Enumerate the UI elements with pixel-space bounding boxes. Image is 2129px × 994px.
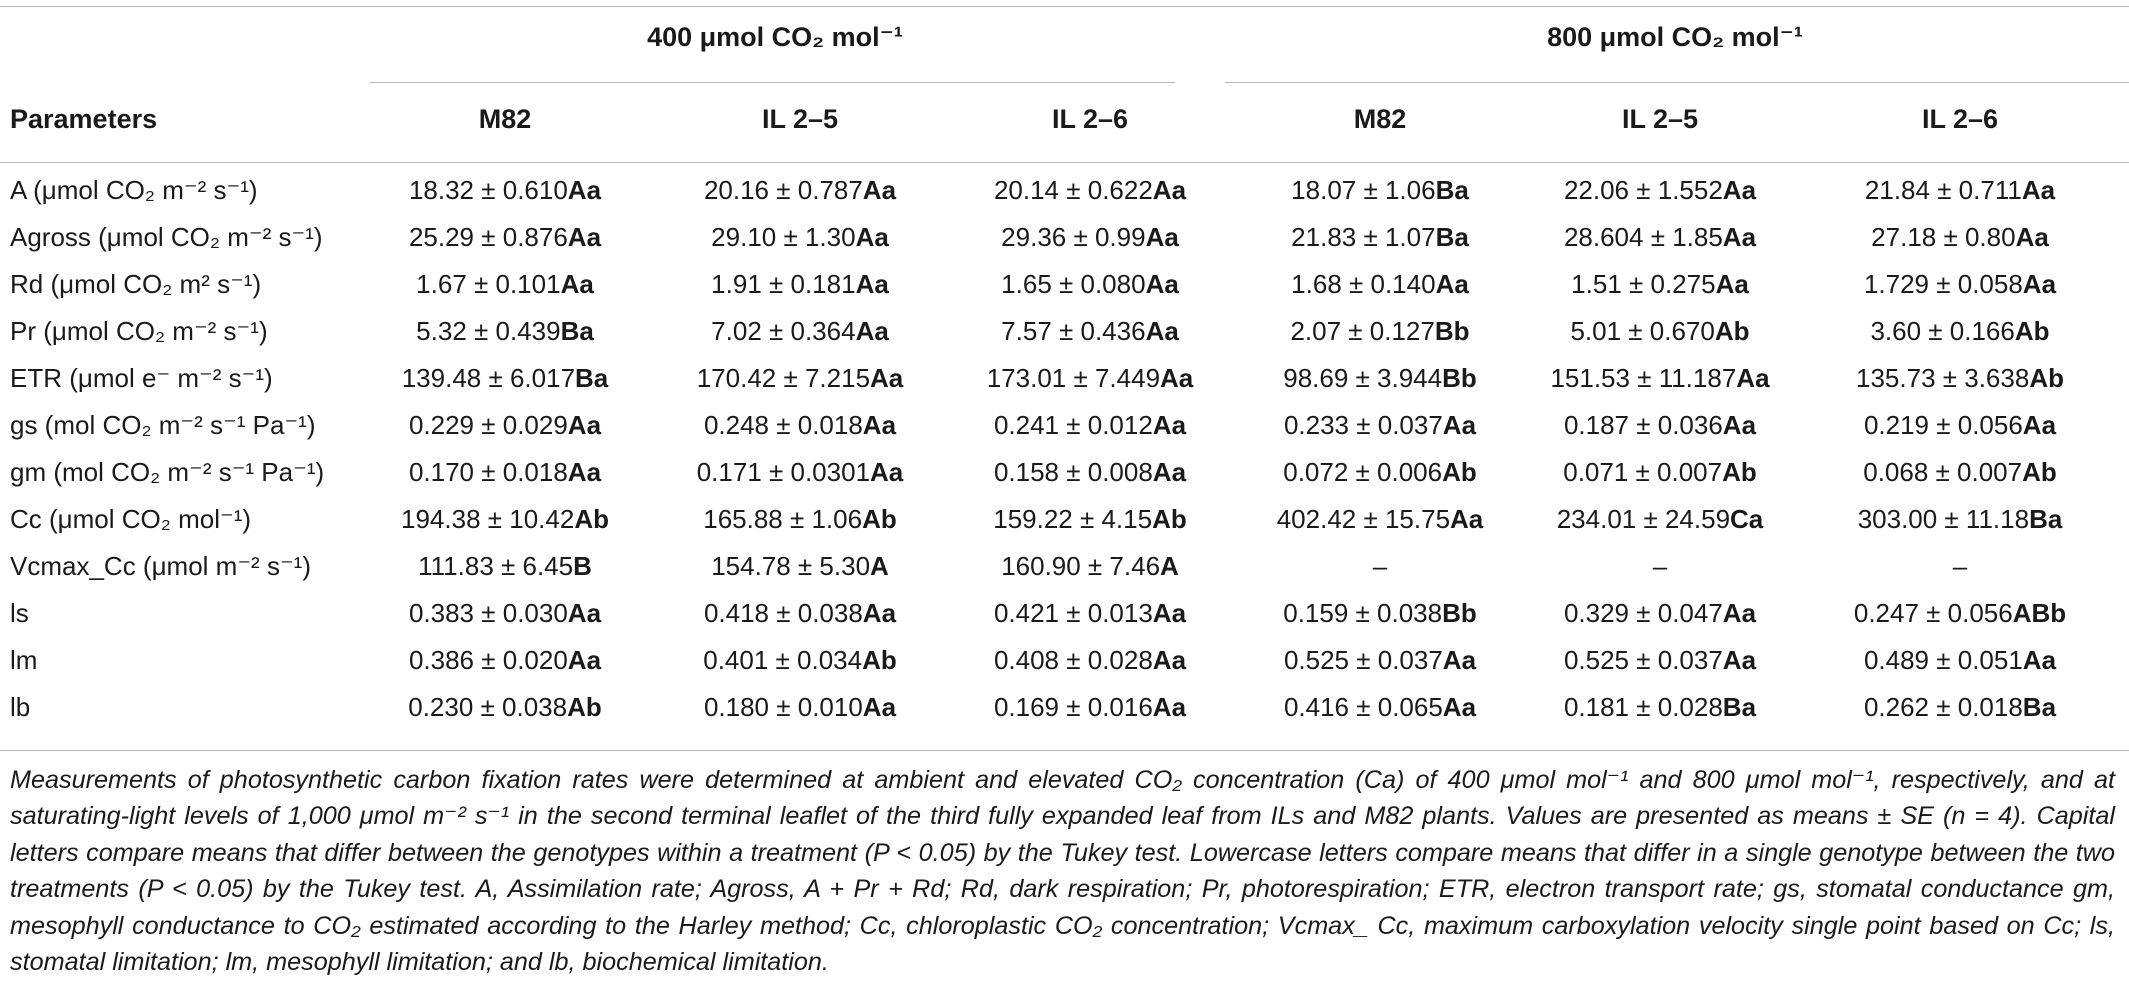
cell-significance-letters: Aa <box>1442 692 1477 722</box>
table-cell <box>370 551 640 582</box>
table-cell <box>1525 692 1795 723</box>
table-cell <box>665 645 935 676</box>
cell-significance-letters: ABb <box>2012 598 2067 628</box>
cell-value: 160.90 ± 7.46 <box>1001 551 1161 581</box>
cell-significance-letters: Ba <box>1722 692 1757 722</box>
table-cell <box>955 222 1225 253</box>
table-cell <box>370 504 640 535</box>
table-cell <box>370 316 640 347</box>
cell-significance-letters: Ab <box>1442 457 1477 487</box>
cell-significance-letters: Ab <box>1714 316 1750 346</box>
cell-significance-letters: Aa <box>2022 269 2057 299</box>
table-row <box>0 175 2129 223</box>
cell-significance-letters: Aa <box>1722 410 1757 440</box>
column-header-parameters: Parameters <box>10 104 158 134</box>
cell-value: 0.489 ± 0.051 <box>1863 645 2023 675</box>
cell-significance-letters: Aa <box>567 457 602 487</box>
table-cell <box>955 645 1225 676</box>
table-row <box>0 363 2129 411</box>
cell-value: 139.48 ± 6.017 <box>401 363 576 393</box>
table-row <box>0 222 2129 270</box>
table-cell <box>665 175 935 206</box>
cell-value: 165.88 ± 1.06 <box>703 504 863 534</box>
cell-significance-letters: Aa <box>855 316 889 346</box>
table-cell <box>370 269 640 300</box>
row-parameter: ls <box>10 598 29 628</box>
cell-value: 0.171 ± 0.0301 <box>696 457 871 487</box>
table-cell <box>955 551 1225 582</box>
cell-value: 27.18 ± 0.80 <box>1871 222 2016 252</box>
cell-value: 0.386 ± 0.020 <box>408 645 568 675</box>
cell-value: 0.158 ± 0.008 <box>993 457 1153 487</box>
table-cell <box>1245 645 1515 676</box>
cell-value: 135.73 ± 3.638 <box>1856 363 2030 393</box>
cell-value: 0.068 ± 0.007 <box>1863 457 2023 487</box>
cell-value: 0.248 ± 0.018 <box>703 410 863 440</box>
row-parameter: Rd (μmol CO₂ m² s⁻¹) <box>10 269 262 299</box>
cell-value: 7.02 ± 0.364 <box>711 316 856 346</box>
column-header: M82 <box>1353 104 1407 134</box>
cell-significance-letters: Aa <box>1145 316 1179 346</box>
cell-significance-letters: Aa <box>862 175 897 205</box>
cell-value: 5.32 ± 0.439 <box>416 316 561 346</box>
cell-value: 29.36 ± 0.99 <box>1001 222 1146 252</box>
cell-value: 0.401 ± 0.034 <box>703 645 863 675</box>
cell-significance-letters: Aa <box>1152 645 1187 675</box>
table-cell <box>1525 551 1795 582</box>
table-cell <box>1825 269 2095 300</box>
cell-value: – <box>1952 551 1968 581</box>
row-parameter: Cc (μmol CO₂ mol⁻¹) <box>10 504 252 534</box>
table-cell <box>1245 457 1515 488</box>
cell-value: 0.241 ± 0.012 <box>993 410 1153 440</box>
table-cell <box>1525 457 1795 488</box>
cell-significance-letters: Ab <box>2014 316 2050 346</box>
cell-significance-letters: A <box>1160 551 1179 581</box>
table-cell <box>1825 316 2095 347</box>
cell-significance-letters: Aa <box>1442 410 1477 440</box>
row-parameter: Pr (μmol CO₂ m⁻² s⁻¹) <box>10 316 268 346</box>
table-cell <box>1525 504 1795 535</box>
table-row <box>0 269 2129 317</box>
table-cell <box>955 598 1225 629</box>
table-cell <box>1825 222 2095 253</box>
cell-significance-letters: Bb <box>1442 363 1477 393</box>
cell-value: 0.416 ± 0.065 <box>1283 692 1443 722</box>
table-cell <box>370 645 640 676</box>
cell-value: 0.421 ± 0.013 <box>993 598 1153 628</box>
cell-significance-letters: Ab <box>862 504 897 534</box>
cell-value: 20.14 ± 0.622 <box>993 175 1153 205</box>
table-cell <box>955 269 1225 300</box>
cell-value: 3.60 ± 0.166 <box>1870 316 2015 346</box>
cell-value: – <box>1372 551 1388 581</box>
table-cell <box>1245 269 1515 300</box>
table-cell <box>665 269 935 300</box>
table-cell <box>1825 363 2095 394</box>
cell-significance-letters: Aa <box>1442 645 1477 675</box>
cell-value: 1.51 ± 0.275 <box>1571 269 1716 299</box>
header-rule <box>0 162 2129 163</box>
table-cell <box>1245 363 1515 394</box>
cell-significance-letters: Ab <box>2022 457 2057 487</box>
table-cell <box>955 316 1225 347</box>
cell-significance-letters: Ba <box>575 363 609 393</box>
cell-significance-letters: Aa <box>567 175 602 205</box>
cell-value: 0.180 ± 0.010 <box>703 692 863 722</box>
group-rule-800 <box>1225 82 2129 83</box>
cell-value: 0.329 ± 0.047 <box>1563 598 1723 628</box>
row-parameter: lb <box>10 692 31 722</box>
cell-significance-letters: Aa <box>862 598 897 628</box>
table-cell <box>1525 645 1795 676</box>
top-rule <box>0 6 2129 7</box>
cell-significance-letters: Aa <box>567 222 602 252</box>
cell-value: 0.418 ± 0.038 <box>703 598 863 628</box>
cell-significance-letters: Aa <box>855 222 889 252</box>
cell-value: 0.187 ± 0.036 <box>1563 410 1723 440</box>
cell-value: 173.01 ± 7.449 <box>986 363 1161 393</box>
table-row <box>0 551 2129 599</box>
table-caption: Measurements of photosynthetic carbon fixation rates were determined at ambient and elevated CO₂ concentration (Ca) of 400 μmol mol⁻¹ and 800 μmol mol⁻¹, respectively, and at saturating-light levels of 1,000 μmol m⁻² s⁻¹ in the second terminal leaflet of the third fully expanded leaf from ILs and M82 plants. Values are presented as means ± SE (n = 4). Capital letters compare means that differ between the genotypes within a treatment (P < 0.05) by the Tukey test. Lowercase letters compare means that differ in a single genotype between the two treatments (P < 0.05) by the Tukey test. A, Assimilation rate; Agross, A + Pr + Rd; Rd, dark respiration; Pr, photorespiration; ETR, electron transport rate; gs, stomatal conductance gm, mesophyll conductance to CO₂ estimated according to the Harley method; Cc, chloroplastic CO₂ concentration; Vcmax_ Cc, maximum carboxylation velocity single point based on Cc; ls, stomatal limitation; lm, mesophyll limitation; and lb, biochemical limitation. <box>10 766 2115 977</box>
cell-significance-letters: Ba <box>1435 222 1469 252</box>
cell-significance-letters: Ca <box>1730 504 1764 534</box>
table-cell <box>1825 457 2095 488</box>
cell-value: 25.29 ± 0.876 <box>408 222 568 252</box>
table-cell <box>1245 504 1515 535</box>
table-cell <box>1245 410 1515 441</box>
table-row <box>0 692 2129 740</box>
cell-value: 170.42 ± 7.215 <box>696 363 871 393</box>
column-header: IL 2–6 <box>1051 104 1129 134</box>
table-cell <box>665 692 935 723</box>
row-parameter: ETR (μmol e⁻ m⁻² s⁻¹) <box>10 363 273 393</box>
cell-value: 0.262 ± 0.018 <box>1863 692 2023 722</box>
cell-value: 0.170 ± 0.018 <box>408 457 568 487</box>
cell-significance-letters: Aa <box>1152 457 1187 487</box>
cell-significance-letters: Aa <box>1160 363 1194 393</box>
table-cell <box>955 692 1225 723</box>
table-cell <box>665 551 935 582</box>
table-cell <box>955 175 1225 206</box>
table-cell <box>665 363 935 394</box>
cell-value: 21.83 ± 1.07 <box>1291 222 1436 252</box>
table-cell <box>1245 551 1515 582</box>
cell-value: 0.383 ± 0.030 <box>408 598 568 628</box>
table-cell <box>955 363 1225 394</box>
table-cell <box>1825 504 2095 535</box>
cell-value: 111.83 ± 6.45 <box>418 551 574 581</box>
cell-significance-letters: Aa <box>870 363 904 393</box>
cell-value: 20.16 ± 0.787 <box>703 175 863 205</box>
cell-value: 151.53 ± 11.187 <box>1550 363 1737 393</box>
table-row <box>0 504 2129 552</box>
cell-significance-letters: Bb <box>1442 598 1477 628</box>
cell-value: 194.38 ± 10.42 <box>401 504 575 534</box>
cell-significance-letters: Aa <box>560 269 594 299</box>
cell-significance-letters: Ab <box>862 645 897 675</box>
cell-value: 159.22 ± 4.15 <box>993 504 1153 534</box>
cell-value: 0.071 ± 0.007 <box>1563 457 1723 487</box>
column-header: IL 2–6 <box>1921 104 1999 134</box>
cell-significance-letters: Ba <box>560 316 594 346</box>
cell-significance-letters: Aa <box>1152 410 1187 440</box>
cell-significance-letters: Aa <box>1152 175 1187 205</box>
bottom-rule <box>0 750 2129 751</box>
row-parameter: Vcmax_Cc (μmol m⁻² s⁻¹) <box>10 551 311 581</box>
table-cell <box>1525 222 1795 253</box>
group-rule-400 <box>370 82 1175 83</box>
table-cell <box>1825 598 2095 629</box>
cell-significance-letters: Aa <box>870 457 904 487</box>
table-cell <box>1245 316 1515 347</box>
cell-significance-letters: Ab <box>2029 363 2064 393</box>
table-cell <box>1525 598 1795 629</box>
cell-value: 18.07 ± 1.06 <box>1291 175 1436 205</box>
row-parameter: gs (mol CO₂ m⁻² s⁻¹ Pa⁻¹) <box>10 410 316 440</box>
table-cell <box>665 410 935 441</box>
cell-significance-letters: Aa <box>1145 269 1179 299</box>
table-cell <box>1825 645 2095 676</box>
cell-significance-letters: Ab <box>1152 504 1187 534</box>
table-cell <box>1825 692 2095 723</box>
column-header: M82 <box>478 104 532 134</box>
table-cell <box>1525 175 1795 206</box>
table-cell <box>665 457 935 488</box>
cell-value: 0.219 ± 0.056 <box>1863 410 2023 440</box>
cell-value: – <box>1652 551 1668 581</box>
cell-significance-letters: Aa <box>2021 175 2056 205</box>
table-cell <box>370 175 640 206</box>
row-parameter: lm <box>10 645 38 675</box>
cell-value: 98.69 ± 3.944 <box>1283 363 1443 393</box>
cell-value: 1.68 ± 0.140 <box>1291 269 1436 299</box>
cell-value: 0.230 ± 0.038 <box>408 692 568 722</box>
cell-value: 303.00 ± 11.18 <box>1857 504 2030 534</box>
cell-value: 1.91 ± 0.181 <box>711 269 856 299</box>
table-cell <box>955 504 1225 535</box>
table-cell <box>370 363 640 394</box>
cell-significance-letters: Aa <box>1152 598 1187 628</box>
cell-significance-letters: Aa <box>1722 645 1757 675</box>
cell-significance-letters: Aa <box>862 692 897 722</box>
cell-value: 29.10 ± 1.30 <box>711 222 856 252</box>
cell-significance-letters: Aa <box>1736 363 1770 393</box>
table-cell <box>370 692 640 723</box>
table-cell <box>1525 269 1795 300</box>
table-row <box>0 645 2129 693</box>
row-parameter: gm (mol CO₂ m⁻² s⁻¹ Pa⁻¹) <box>10 457 325 487</box>
table-row <box>0 410 2129 458</box>
cell-value: 0.181 ± 0.028 <box>1563 692 1723 722</box>
cell-value: 0.233 ± 0.037 <box>1283 410 1443 440</box>
cell-value: 0.525 ± 0.037 <box>1283 645 1443 675</box>
table-cell <box>1525 363 1795 394</box>
cell-significance-letters: Ab <box>1722 457 1757 487</box>
cell-significance-letters: Ba <box>1435 175 1469 205</box>
table-cell <box>1525 316 1795 347</box>
table-cell <box>370 222 640 253</box>
table-cell <box>665 598 935 629</box>
column-header: IL 2–5 <box>761 104 839 134</box>
table-cell <box>1825 175 2095 206</box>
cell-significance-letters: Ab <box>574 504 609 534</box>
cell-value: 28.604 ± 1.85 <box>1563 222 1723 252</box>
table-cell <box>1245 175 1515 206</box>
table-cell <box>1825 410 2095 441</box>
table-cell <box>1245 222 1515 253</box>
table-cell <box>1525 410 1795 441</box>
table-cell <box>665 316 935 347</box>
table-cell <box>1245 598 1515 629</box>
cell-value: 1.65 ± 0.080 <box>1001 269 1146 299</box>
cell-significance-letters: Ba <box>2022 692 2057 722</box>
cell-significance-letters: Aa <box>567 410 602 440</box>
cell-significance-letters: Aa <box>567 598 602 628</box>
table-cell <box>665 504 935 535</box>
cell-value: 0.229 ± 0.029 <box>408 410 568 440</box>
table-cell <box>370 457 640 488</box>
cell-value: 0.408 ± 0.028 <box>993 645 1153 675</box>
group-header-800: 800 μmol CO₂ mol⁻¹ <box>1547 22 1803 52</box>
cell-value: 2.07 ± 0.127 <box>1290 316 1435 346</box>
cell-value: 18.32 ± 0.610 <box>408 175 568 205</box>
table-cell <box>955 410 1225 441</box>
group-header-400: 400 μmol CO₂ mol⁻¹ <box>647 22 903 52</box>
cell-value: 234.01 ± 24.59 <box>1556 504 1731 534</box>
column-header: IL 2–5 <box>1621 104 1699 134</box>
cell-value: 7.57 ± 0.436 <box>1001 316 1146 346</box>
row-parameter: Agross (μmol CO₂ m⁻² s⁻¹) <box>10 222 323 252</box>
table-cell <box>370 410 640 441</box>
cell-value: 402.42 ± 15.75 <box>1276 504 1451 534</box>
cell-value: 154.78 ± 5.30 <box>711 551 871 581</box>
cell-significance-letters: Aa <box>2015 222 2049 252</box>
cell-value: 1.729 ± 0.058 <box>1863 269 2023 299</box>
cell-significance-letters: Aa <box>1450 504 1484 534</box>
cell-significance-letters: Aa <box>1152 692 1187 722</box>
cell-value: 22.06 ± 1.552 <box>1563 175 1723 205</box>
cell-significance-letters: Bb <box>1434 316 1470 346</box>
cell-significance-letters: A <box>870 551 889 581</box>
table-cell <box>955 457 1225 488</box>
table-cell <box>1245 692 1515 723</box>
cell-significance-letters: Aa <box>1722 222 1757 252</box>
cell-value: 0.247 ± 0.056 <box>1853 598 2013 628</box>
cell-value: 1.67 ± 0.101 <box>416 269 561 299</box>
cell-significance-letters: Aa <box>1722 598 1757 628</box>
table-cell <box>370 598 640 629</box>
cell-significance-letters: B <box>573 551 592 581</box>
cell-significance-letters: Aa <box>1145 222 1179 252</box>
cell-value: 21.84 ± 0.711 <box>1864 175 2022 205</box>
cell-value: 5.01 ± 0.670 <box>1570 316 1715 346</box>
cell-significance-letters: Aa <box>2022 645 2057 675</box>
row-parameter: A (μmol CO₂ m⁻² s⁻¹) <box>10 175 258 205</box>
cell-significance-letters: Aa <box>567 645 602 675</box>
cell-significance-letters: Aa <box>862 410 897 440</box>
cell-value: 0.525 ± 0.037 <box>1563 645 1723 675</box>
cell-value: 0.072 ± 0.006 <box>1283 457 1443 487</box>
cell-significance-letters: Ab <box>567 692 602 722</box>
table-row <box>0 457 2129 505</box>
table-cell <box>665 222 935 253</box>
cell-value: 0.169 ± 0.016 <box>993 692 1153 722</box>
cell-significance-letters: Aa <box>1722 175 1757 205</box>
table-row <box>0 598 2129 646</box>
cell-value: 0.159 ± 0.038 <box>1283 598 1443 628</box>
table-row <box>0 316 2129 364</box>
cell-significance-letters: Aa <box>2022 410 2057 440</box>
cell-significance-letters: Aa <box>1435 269 1469 299</box>
table-cell <box>1825 551 2095 582</box>
cell-significance-letters: Ba <box>2029 504 2063 534</box>
cell-significance-letters: Aa <box>855 269 889 299</box>
cell-significance-letters: Aa <box>1715 269 1749 299</box>
